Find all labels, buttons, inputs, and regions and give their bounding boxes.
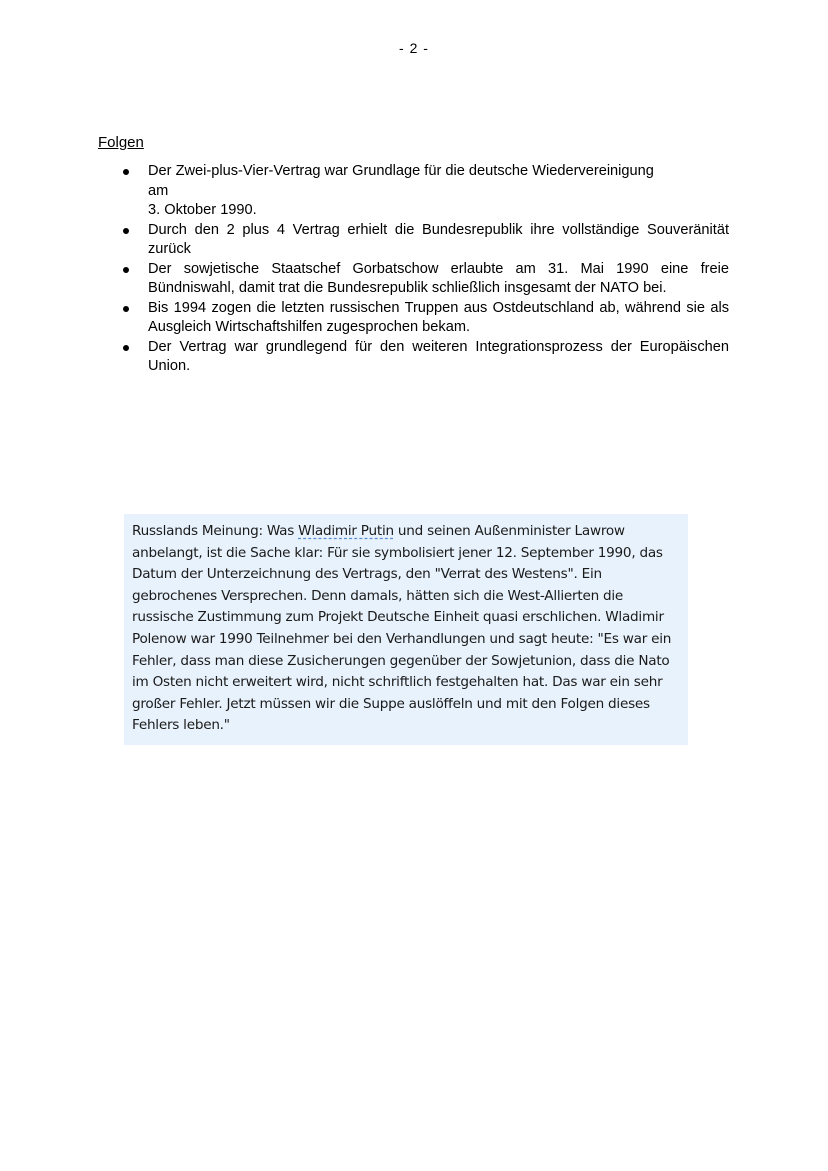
bullet-text: Bis 1994 zogen die letzten russischen Truppen aus Ostdeutschland ab, während sie als Ausgleich Wirtschaftshilfen zugesprochen bekam. bbox=[148, 299, 729, 335]
page-number: - 2 - bbox=[399, 40, 429, 56]
quote-text bbox=[132, 521, 678, 737]
bullet-line: Der Zwei-plus-Vier-Vertrag war Grundlage für die deutsche Wiedervereinigung bbox=[148, 163, 654, 179]
bullet-icon bbox=[123, 169, 129, 175]
quote-name-putin: Wladimir Putin bbox=[298, 523, 394, 539]
bullet-line: 3. Oktober 1990. bbox=[148, 202, 257, 218]
bullet-icon bbox=[123, 267, 129, 273]
bullet-list bbox=[98, 162, 738, 377]
list-item bbox=[122, 260, 729, 299]
bullet-text: Der Vertrag war grundlegend für den weiteren Integrationsprozess der Europäischen Union. bbox=[148, 338, 729, 374]
list-item bbox=[122, 221, 729, 260]
bullet-icon bbox=[123, 306, 129, 312]
section-title: Folgen bbox=[98, 134, 144, 151]
bullet-line: am bbox=[148, 182, 169, 199]
quote-intro: Russlands Meinung: Was bbox=[132, 523, 299, 539]
bullet-icon bbox=[123, 228, 129, 234]
bullet-icon bbox=[123, 345, 129, 351]
list-item bbox=[122, 299, 729, 338]
quote-body: und seinen Außenminister Lawrow anbelangt, ist die Sache klar: Für sie symbolisiert jener 12. September 1990, das Datum der Unterzeichnung des Vertrags, den "Verrat des Westens". Ein gebrochenes Versprechen. Denn damals, hätten sich die West-Allierten die russische Zustimmung zum Projekt Deutsche Einheit quasi erschlichen. Wladimir Polenow war 1990 Teilnehmer bei den Verhandlungen und sagt heute: "Es war ein Fehler, dass man diese Zusicherungen gegenüber der Sowjetunion, dass die Nato im Osten nicht erweitert wird, nicht schriftlich festgehalten hat. Das war ein sehr großer Fehler. Jetzt müssen wir die Suppe auslöffeln und mit den Folgen dieses Fehlers leben." bbox=[132, 523, 672, 734]
quote-box bbox=[124, 514, 688, 745]
folgen-section bbox=[98, 134, 738, 377]
bullet-text: Durch den 2 plus 4 Vertrag erhielt die Bundesrepublik ihre vollständige Souveränität zurück bbox=[148, 221, 729, 257]
list-item bbox=[122, 162, 729, 221]
list-item bbox=[122, 338, 729, 377]
bullet-text: Der sowjetische Staatschef Gorbatschow erlaubte am 31. Mai 1990 eine freie Bündniswahl, damit trat die Bundesrepublik schließlich insgesamt der NATO bei. bbox=[148, 260, 729, 296]
